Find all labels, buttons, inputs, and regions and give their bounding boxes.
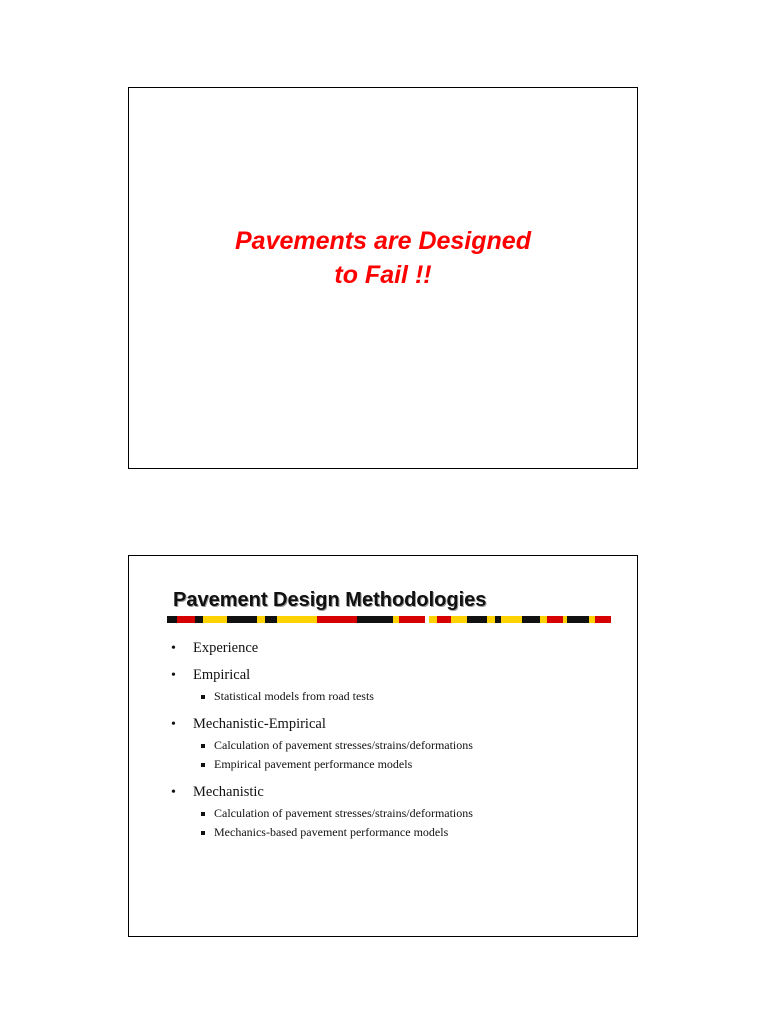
square-bullet-icon: [201, 812, 205, 816]
bullet-list: [167, 640, 627, 852]
flag-bar-segment: [522, 616, 540, 623]
sub-bullet-text: Calculation of pavement stresses/strains/deformations: [214, 738, 473, 752]
sub-bullet: [193, 823, 627, 842]
bullet-dot-icon: •: [171, 785, 176, 800]
bullet-mechanistic-empirical: [167, 716, 627, 774]
sub-bullet: [193, 804, 627, 823]
bullet-text: Experience: [193, 640, 259, 656]
maryland-flag-bar: [167, 616, 611, 623]
slide-1-title-line-1: Pavements are Designed: [235, 227, 531, 255]
sub-bullet-list: [193, 736, 627, 774]
flag-bar-segment: [425, 616, 429, 623]
flag-bar-segment: [357, 616, 393, 623]
bullet-dot-icon: •: [171, 668, 176, 683]
bullet-dot-icon: •: [171, 717, 176, 732]
sub-bullet: [193, 687, 627, 706]
flag-bar-segment: [495, 616, 501, 623]
flag-bar-segment: [437, 616, 451, 623]
bullet-dot-icon: •: [171, 641, 176, 656]
flag-bar-segment: [227, 616, 257, 623]
flag-bar-segment: [265, 616, 277, 623]
bullet-text: Empirical: [193, 667, 251, 683]
square-bullet-icon: [201, 695, 205, 699]
flag-bar-segment: [567, 616, 589, 623]
bullet-text: Mechanistic: [193, 784, 264, 800]
flag-bar-segment: [167, 616, 177, 623]
sub-bullet-text: Mechanics-based pavement performance models: [214, 825, 449, 839]
flag-bar-segment: [317, 616, 357, 623]
flag-bar-segment: [399, 616, 425, 623]
sub-bullet-list: [193, 687, 627, 706]
sub-bullet-text: Calculation of pavement stresses/strains/deformations: [214, 806, 473, 820]
flag-bar-segment: [195, 616, 203, 623]
slide-1-title: [129, 224, 637, 292]
sub-bullet-text: Statistical models from road tests: [214, 689, 374, 703]
flag-bar-segment: [467, 616, 487, 623]
square-bullet-icon: [201, 763, 205, 767]
bullet-experience: [167, 640, 627, 657]
bullet-empirical: [167, 667, 627, 706]
square-bullet-icon: [201, 744, 205, 748]
sub-bullet: [193, 736, 627, 755]
flag-bar-segment: [547, 616, 563, 623]
flag-bar-segment: [177, 616, 195, 623]
slide-2-title: Pavement Design Methodologies: [173, 589, 487, 611]
square-bullet-icon: [201, 831, 205, 835]
bullet-text: Mechanistic-Empirical: [193, 716, 326, 732]
slide-1-title-line-2: to Fail !!: [334, 261, 432, 289]
bullet-mechanistic: [167, 784, 627, 842]
flag-bar-segment: [595, 616, 611, 623]
sub-bullet-list: [193, 804, 627, 842]
sub-bullet-text: Empirical pavement performance models: [214, 757, 413, 771]
sub-bullet: [193, 755, 627, 774]
slide-1: [128, 87, 638, 469]
slide-2: [128, 555, 638, 937]
